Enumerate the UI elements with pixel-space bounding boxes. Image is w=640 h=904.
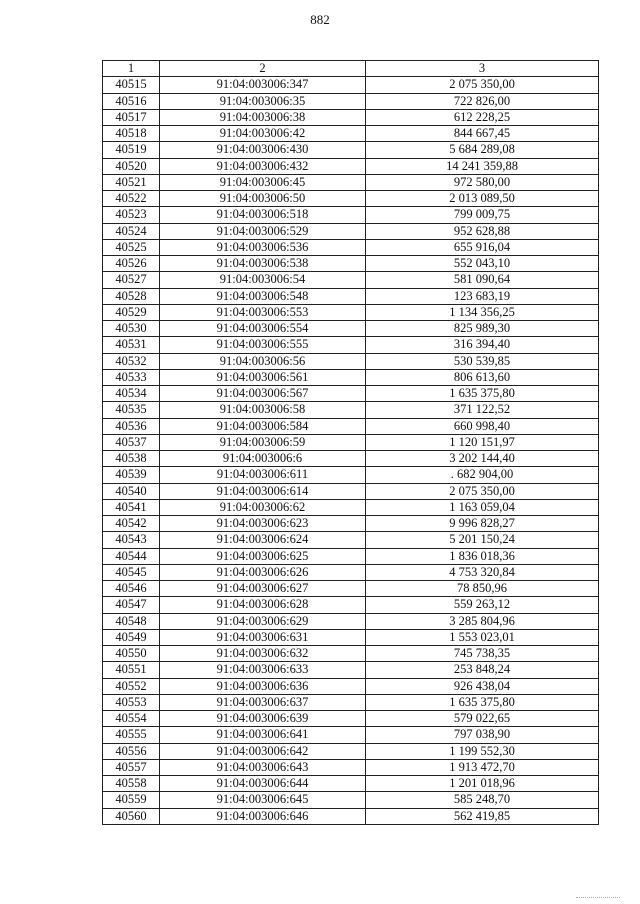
cadastral-value: 722 826,00	[366, 93, 599, 109]
cadastral-value: 1 134 356,25	[366, 304, 599, 320]
table-row	[103, 629, 599, 645]
cadastral-value: 825 989,30	[366, 321, 599, 337]
cadastral-value: 1 201 018,96	[366, 776, 599, 792]
table-row	[103, 483, 599, 499]
cadastral-value: 2 075 350,00	[366, 77, 599, 93]
table-row	[103, 369, 599, 385]
cadastral-value: 844 667,45	[366, 126, 599, 142]
cadastral-number: 91:04:003006:637	[160, 694, 366, 710]
row-number: 40530	[103, 321, 160, 337]
row-number: 40546	[103, 581, 160, 597]
table-header-row	[103, 61, 599, 77]
table-row	[103, 694, 599, 710]
cadastral-number: 91:04:003006:643	[160, 759, 366, 775]
cadastral-number: 91:04:003006:636	[160, 678, 366, 694]
cadastral-value: 559 263,12	[366, 597, 599, 613]
row-number: 40517	[103, 109, 160, 125]
table-row	[103, 678, 599, 694]
table-row	[103, 646, 599, 662]
cadastral-value: 5 201 150,24	[366, 532, 599, 548]
row-number: 40539	[103, 467, 160, 483]
table-row	[103, 434, 599, 450]
column-header-2: 2	[160, 61, 366, 77]
cadastral-number: 91:04:003006:627	[160, 581, 366, 597]
cadastral-value: 1 163 059,04	[366, 499, 599, 515]
cadastral-number: 91:04:003006:641	[160, 727, 366, 743]
row-number: 40559	[103, 792, 160, 808]
cadastral-value: 371 122,52	[366, 402, 599, 418]
cadastral-value: 579 022,65	[366, 711, 599, 727]
row-number: 40520	[103, 158, 160, 174]
cadastral-value: 806 613,60	[366, 369, 599, 385]
cadastral-value: 14 241 359,88	[366, 158, 599, 174]
registry-table	[102, 60, 599, 825]
table-row	[103, 304, 599, 320]
cadastral-number: 91:04:003006:45	[160, 174, 366, 190]
cadastral-number: 91:04:003006:644	[160, 776, 366, 792]
cadastral-value: 530 539,85	[366, 353, 599, 369]
cadastral-value: 1 836 018,36	[366, 548, 599, 564]
row-number: 40550	[103, 646, 160, 662]
row-number: 40537	[103, 434, 160, 450]
row-number: 40519	[103, 142, 160, 158]
row-number: 40548	[103, 613, 160, 629]
row-number: 40524	[103, 223, 160, 239]
table-row	[103, 499, 599, 515]
cadastral-value: 552 043,10	[366, 256, 599, 272]
row-number: 40518	[103, 126, 160, 142]
row-number: 40527	[103, 272, 160, 288]
cadastral-number: 91:04:003006:35	[160, 93, 366, 109]
cadastral-value: 926 438,04	[366, 678, 599, 694]
row-number: 40532	[103, 353, 160, 369]
cadastral-value: 612 228,25	[366, 109, 599, 125]
table-row	[103, 223, 599, 239]
table-row	[103, 792, 599, 808]
table-row	[103, 743, 599, 759]
scan-artifact	[576, 897, 620, 898]
cadastral-number: 91:04:003006:59	[160, 434, 366, 450]
cadastral-value: 799 009,75	[366, 207, 599, 223]
cadastral-number: 91:04:003006:536	[160, 239, 366, 255]
table-row	[103, 597, 599, 613]
cadastral-value: 253 848,24	[366, 662, 599, 678]
table-row	[103, 207, 599, 223]
row-number: 40523	[103, 207, 160, 223]
cadastral-value: 655 916,04	[366, 239, 599, 255]
cadastral-value: 581 090,64	[366, 272, 599, 288]
table-row	[103, 548, 599, 564]
row-number: 40545	[103, 564, 160, 580]
row-number: 40544	[103, 548, 160, 564]
table-row	[103, 759, 599, 775]
cadastral-number: 91:04:003006:42	[160, 126, 366, 142]
table-row	[103, 711, 599, 727]
cadastral-value: 4 753 320,84	[366, 564, 599, 580]
cadastral-number: 91:04:003006:567	[160, 386, 366, 402]
table-row	[103, 256, 599, 272]
table-row	[103, 402, 599, 418]
cadastral-number: 91:04:003006:624	[160, 532, 366, 548]
cadastral-number: 91:04:003006:629	[160, 613, 366, 629]
cadastral-value: 952 628,88	[366, 223, 599, 239]
row-number: 40552	[103, 678, 160, 694]
table-row	[103, 581, 599, 597]
table-row	[103, 337, 599, 353]
row-number: 40534	[103, 386, 160, 402]
table-row	[103, 272, 599, 288]
cadastral-value: 5 684 289,08	[366, 142, 599, 158]
cadastral-number: 91:04:003006:645	[160, 792, 366, 808]
cadastral-value: 2 013 089,50	[366, 191, 599, 207]
cadastral-number: 91:04:003006:38	[160, 109, 366, 125]
row-number: 40516	[103, 93, 160, 109]
row-number: 40549	[103, 629, 160, 645]
cadastral-number: 91:04:003006:56	[160, 353, 366, 369]
cadastral-value: 660 998,40	[366, 418, 599, 434]
cadastral-value: . 682 904,00	[366, 467, 599, 483]
row-number: 40553	[103, 694, 160, 710]
cadastral-value: 797 038,90	[366, 727, 599, 743]
cadastral-value: 972 580,00	[366, 174, 599, 190]
cadastral-number: 91:04:003006:628	[160, 597, 366, 613]
row-number: 40522	[103, 191, 160, 207]
cadastral-number: 91:04:003006:554	[160, 321, 366, 337]
cadastral-value: 1 120 151,97	[366, 434, 599, 450]
cadastral-number: 91:04:003006:548	[160, 288, 366, 304]
table-row	[103, 109, 599, 125]
cadastral-number: 91:04:003006:633	[160, 662, 366, 678]
table-row	[103, 451, 599, 467]
cadastral-number: 91:04:003006:584	[160, 418, 366, 434]
cadastral-number: 91:04:003006:432	[160, 158, 366, 174]
cadastral-value: 562 419,85	[366, 808, 599, 824]
cadastral-number: 91:04:003006:632	[160, 646, 366, 662]
cadastral-number: 91:04:003006:639	[160, 711, 366, 727]
table-row	[103, 93, 599, 109]
cadastral-value: 585 248,70	[366, 792, 599, 808]
row-number: 40560	[103, 808, 160, 824]
row-number: 40535	[103, 402, 160, 418]
table-row	[103, 662, 599, 678]
row-number: 40547	[103, 597, 160, 613]
table-row	[103, 613, 599, 629]
row-number: 40551	[103, 662, 160, 678]
cadastral-value: 78 850,96	[366, 581, 599, 597]
table-row	[103, 174, 599, 190]
cadastral-number: 91:04:003006:626	[160, 564, 366, 580]
cadastral-value: 9 996 828,27	[366, 516, 599, 532]
cadastral-number: 91:04:003006:430	[160, 142, 366, 158]
row-number: 40555	[103, 727, 160, 743]
cadastral-number: 91:04:003006:625	[160, 548, 366, 564]
cadastral-value: 2 075 350,00	[366, 483, 599, 499]
row-number: 40533	[103, 369, 160, 385]
table-row	[103, 516, 599, 532]
row-number: 40554	[103, 711, 160, 727]
table-row	[103, 564, 599, 580]
cadastral-value: 1 913 472,70	[366, 759, 599, 775]
cadastral-number: 91:04:003006:646	[160, 808, 366, 824]
cadastral-number: 91:04:003006:529	[160, 223, 366, 239]
cadastral-value: 3 285 804,96	[366, 613, 599, 629]
row-number: 40536	[103, 418, 160, 434]
row-number: 40538	[103, 451, 160, 467]
row-number: 40540	[103, 483, 160, 499]
column-header-1: 1	[103, 61, 160, 77]
cadastral-value: 123 683,19	[366, 288, 599, 304]
table-row	[103, 727, 599, 743]
table-row	[103, 532, 599, 548]
cadastral-number: 91:04:003006:631	[160, 629, 366, 645]
table-row	[103, 142, 599, 158]
cadastral-number: 91:04:003006:553	[160, 304, 366, 320]
row-number: 40521	[103, 174, 160, 190]
cadastral-value: 1 199 552,30	[366, 743, 599, 759]
column-header-3: 3	[366, 61, 599, 77]
cadastral-number: 91:04:003006:347	[160, 77, 366, 93]
cadastral-number: 91:04:003006:561	[160, 369, 366, 385]
row-number: 40542	[103, 516, 160, 532]
cadastral-value: 316 394,40	[366, 337, 599, 353]
table-row	[103, 353, 599, 369]
cadastral-number: 91:04:003006:555	[160, 337, 366, 353]
table-row	[103, 288, 599, 304]
row-number: 40529	[103, 304, 160, 320]
cadastral-number: 91:04:003006:54	[160, 272, 366, 288]
page-number: 882	[310, 12, 330, 27]
table-row	[103, 126, 599, 142]
row-number: 40525	[103, 239, 160, 255]
row-number: 40543	[103, 532, 160, 548]
cadastral-value: 1 635 375,80	[366, 694, 599, 710]
cadastral-value: 1 635 375,80	[366, 386, 599, 402]
row-number: 40558	[103, 776, 160, 792]
table-body	[103, 77, 599, 825]
cadastral-value: 3 202 144,40	[366, 451, 599, 467]
cadastral-value: 1 553 023,01	[366, 629, 599, 645]
table-row	[103, 77, 599, 93]
cadastral-number: 91:04:003006:614	[160, 483, 366, 499]
row-number: 40531	[103, 337, 160, 353]
cadastral-number: 91:04:003006:58	[160, 402, 366, 418]
cadastral-number: 91:04:003006:611	[160, 467, 366, 483]
row-number: 40515	[103, 77, 160, 93]
row-number: 40556	[103, 743, 160, 759]
table-row	[103, 158, 599, 174]
table-row	[103, 191, 599, 207]
cadastral-number: 91:04:003006:50	[160, 191, 366, 207]
cadastral-number: 91:04:003006:623	[160, 516, 366, 532]
cadastral-number: 91:04:003006:518	[160, 207, 366, 223]
table-row	[103, 386, 599, 402]
cadastral-number: 91:04:003006:538	[160, 256, 366, 272]
cadastral-number: 91:04:003006:6	[160, 451, 366, 467]
table-row	[103, 321, 599, 337]
cadastral-value: 745 738,35	[366, 646, 599, 662]
row-number: 40528	[103, 288, 160, 304]
row-number: 40541	[103, 499, 160, 515]
cadastral-number: 91:04:003006:642	[160, 743, 366, 759]
table-row	[103, 418, 599, 434]
row-number: 40557	[103, 759, 160, 775]
table-row	[103, 467, 599, 483]
row-number: 40526	[103, 256, 160, 272]
table-row	[103, 776, 599, 792]
table-row	[103, 239, 599, 255]
table-row	[103, 808, 599, 824]
cadastral-number: 91:04:003006:62	[160, 499, 366, 515]
